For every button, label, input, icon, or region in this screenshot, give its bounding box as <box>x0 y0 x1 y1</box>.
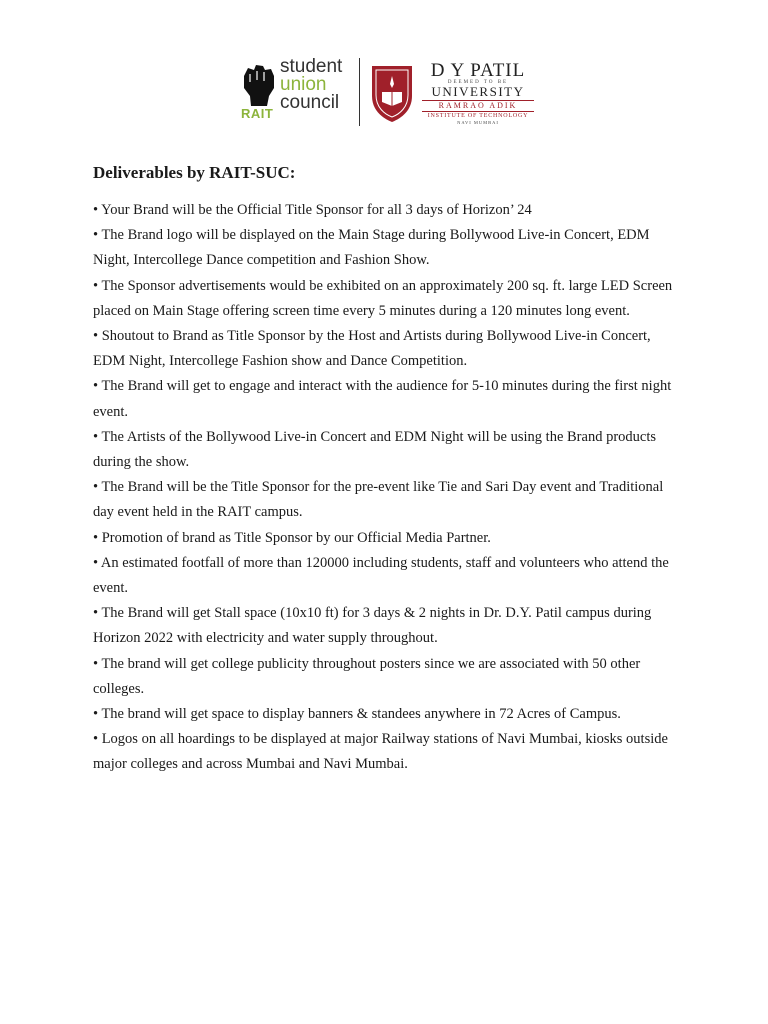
suc-line-1: student <box>280 56 343 77</box>
list-item <box>93 324 683 374</box>
list-item-text: The Brand will get Stall space (10x10 ft) for 3 days & 2 nights in Dr. D.Y. Patil campus during Horizon 2022 with electricity and water supply throughout. <box>93 605 652 647</box>
list-item-text: Promotion of brand as Title Sponsor by our Official Media Partner. <box>101 529 491 546</box>
dyp-deemed: DEEMED TO BE <box>447 80 509 85</box>
list-item-text: The Artists of the Bollywood Live-in Concert and EDM Night will be using the Brand products during the show. <box>93 428 657 471</box>
list-item <box>93 223 683 273</box>
list-item-text: The brand will get space to display banners & standees anywhere in 72 Acres of Campus. <box>101 706 621 723</box>
list-item <box>93 425 683 475</box>
list-item <box>93 374 683 424</box>
deliverables-list <box>93 198 683 778</box>
list-item <box>93 652 683 702</box>
university-shield-icon <box>368 62 416 124</box>
list-item <box>93 727 683 777</box>
dyp-institute: INSTITUTE OF TECHNOLOGY <box>427 113 529 119</box>
raised-fist-icon <box>238 62 278 108</box>
list-item-text: An estimated footfall of more than 120000 including students, staff and volunteers who attend the event. <box>93 554 669 597</box>
list-item <box>93 551 683 601</box>
list-item-text: The Brand will be the Title Sponsor for the pre-event like Tie and Sari Day event and Traditional day event held in the RAIT campus. <box>93 479 664 521</box>
dyp-ramrao: RAMRAO ADIK <box>422 100 534 112</box>
bullet-icon: • <box>93 479 99 496</box>
list-item-text: The Brand will get to engage and interact with the audience for 5-10 minutes during the first night event. <box>93 378 672 420</box>
list-item <box>93 702 683 727</box>
header-logos <box>238 56 538 128</box>
dyp-location: NAVI MUMBAI <box>457 120 499 125</box>
dyp-university: UNIVERSITY <box>431 84 525 99</box>
suc-line-3: council <box>280 92 340 113</box>
page-heading: Deliverables by RAIT-SUC: <box>93 163 296 182</box>
list-item-text: Your Brand will be the Official Title Sponsor for all 3 days of Horizon’ 24 <box>101 202 532 218</box>
rait-tag: RAIT <box>241 106 274 121</box>
bullet-icon: • <box>93 428 99 445</box>
bullet-icon: • <box>93 605 99 622</box>
list-item <box>93 475 683 525</box>
bullet-icon: • <box>93 529 99 546</box>
bullet-icon: • <box>93 554 99 571</box>
logo-divider <box>359 58 360 126</box>
list-item-text: Logos on all hoardings to be displayed at major Railway stations of Navi Mumbai, kiosks outside major colleges and across Mumbai and Navi Mumbai. <box>93 731 668 773</box>
bullet-icon: • <box>93 202 99 218</box>
list-item <box>93 601 683 651</box>
bullet-icon: • <box>93 731 99 748</box>
bullet-icon: • <box>93 706 99 723</box>
bullet-icon: • <box>93 378 99 395</box>
dyp-name: D Y PATIL <box>430 60 526 81</box>
list-item <box>93 198 683 223</box>
list-item-text: The Brand logo will be displayed on the Main Stage during Bollywood Live-in Concert, EDM Night, Intercollege Dance competition and Fashion Show. <box>93 227 650 269</box>
list-item <box>93 274 683 324</box>
list-item-text: Shoutout to Brand as Title Sponsor by the Host and Artists during Bollywood Live-in Concert, EDM Night, Intercollege Fashion show and Dance Competition. <box>93 328 651 370</box>
dy-patil-logo-text <box>422 62 534 126</box>
list-item-text: The Sponsor advertisements would be exhibited on an approximately 200 sq. ft. large LED Screen placed on Main Stage offering screen time every 5 minutes during a 120 minutes long event. <box>93 277 673 319</box>
bullet-icon: • <box>93 227 99 244</box>
bullet-icon: • <box>93 277 99 294</box>
suc-line-2: union <box>280 74 327 95</box>
suc-logo-text <box>280 58 342 112</box>
bullet-icon: • <box>93 655 99 672</box>
list-item <box>93 526 683 551</box>
bullet-icon: • <box>93 328 99 345</box>
list-item-text: The brand will get college publicity throughout posters since we are associated with 50 other colleges. <box>93 655 641 697</box>
